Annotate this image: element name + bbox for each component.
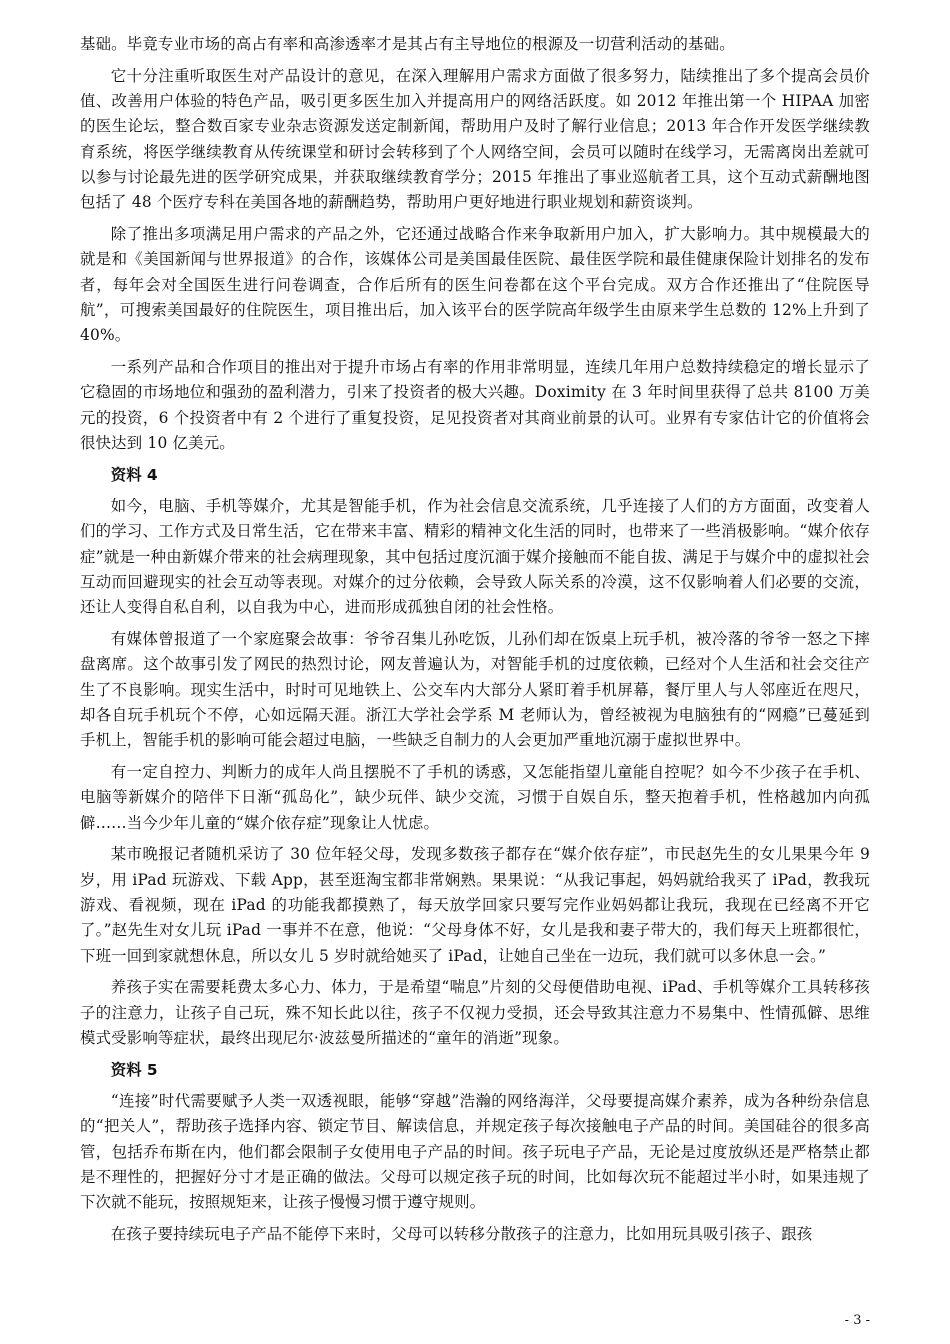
section-heading-material-5: 资料 5 bbox=[110, 1060, 158, 1079]
section-heading-material-4: 资料 4 bbox=[110, 465, 158, 484]
document-page bbox=[80, 32, 870, 1254]
paragraph: 有媒体曾报道了一个家庭聚会故事：爷爷召集儿孙吃饭，儿孙们却在饭桌上玩手机，被冷落的爷爷一怒之下摔盘离席。这个故事引发了网民的热烈讨论，网友普遍认为，对智能手机的过度依赖，已经对个人生活和社会交往产生了不良影响。现实生活中，时时可见地铁上、公交车内大部分人紧盯着手机屏幕，餐厅里人与人邻座近在咫尺，却各自玩手机玩个不停，心如远隔天涯。浙江大学社会学系 M 老师认为，曾经被视为电脑独有的“网瘾”已蔓延到手机上，智能手机的影响可能会超过电脑，一些缺乏自制力的人会更加严重地沉溺于虚拟世界中。 bbox=[80, 630, 870, 750]
paragraph: 一系列产品和合作项目的推出对于提升市场占有率的作用非常明显，连续几年用户总数持续稳定的增长显示了它稳固的市场地位和强劲的盈利潜力，引来了投资者的极大兴趣。Doximity 在 3 年时间里获得了总共 8100 万美元的投资，6 个投资者中有 2 个进行了重复投资，足见投资者对其商业前景的认可。业界有专家估计它的价值将会很快达到 10 亿美元。 bbox=[80, 358, 870, 452]
paragraph: 养孩子实在需要耗费太多心力、体力，于是希望“喘息”片刻的父母便借助电视、iPad、手机等媒介工具转移孩子的注意力，让孩子自己玩，殊不知长此以往，孩子不仅视力受损，还会导致其注意力不易集中、性情孤僻、思维模式受影响等症状，最终出现尼尔·波兹曼所描述的“童年的消逝”现象。 bbox=[80, 978, 870, 1047]
paragraph: 某市晚报记者随机采访了 30 位年轻父母，发现多数孩子都存在“媒介依存症”，市民赵先生的女儿果果今年 9 岁，用 iPad 玩游戏、下载 App，甚至逛淘宝都非常娴熟。果果说：“从我记事起，妈妈就给我买了 iPad，教我玩游戏、看视频，现在 iPad 的功能我都摸熟了，每天放学回家只要写完作业妈妈都让我玩，我现在已经离不开它了。”赵先生对女儿玩 iPad 一事并不在意，他说：“父母身体不好，女儿是我和妻子带大的，我们每天上班都很忙，下班一回到家就想休息，所以女儿 5 岁时就给她买了 iPad，让她自己坐在一边玩，我们就可以多休息一会。” bbox=[80, 845, 870, 965]
paragraph: 如今，电脑、手机等媒介，尤其是智能手机，作为社会信息交流系统，几乎连接了人们的方方面面，改变着人们的学习、工作方式及日常生活，它在带来丰富、精彩的精神文化生活的同时，也带来了一些消极影响。“媒介依存症”就是一种由新媒介带来的社会病理现象，其中包括过度沉湎于媒介接触而不能自拔、满足于与媒介中的虚拟社会互动而回避现实的社会互动等表现。对媒介的过分依赖，会导致人际关系的冷漠，这不仅影响着人们必要的交流，还让人变得自私自利，以自我为中心，进而形成孤独自闭的社会性格。 bbox=[80, 497, 870, 617]
paragraph: 有一定自控力、判断力的成年人尚且摆脱不了手机的诱惑，又怎能指望儿童能自控呢？如今不少孩子在手机、电脑等新媒介的陪伴下日渐“孤岛化”，缺少玩伴、缺少交流，习惯于自娱自乐，整天抱着手机，性格越加内向孤僻……当今少年儿童的“媒介依存症”现象让人忧虑。 bbox=[80, 763, 870, 832]
paragraph: “连接”时代需要赋予人类一双透视眼，能够“穿越”浩瀚的网络海洋，父母要提高媒介素养，成为各种纷杂信息的“把关人”，帮助孩子选择内容、锁定节目、解读信息，并规定孩子每次接触电子产品的时间。美国硅谷的很多高管，包括乔布斯在内，他们都会限制子女使用电子产品的时间。孩子玩电子产品，无论是过度放纵还是严格禁止都是不理性的，把握好分寸才是正确的做法。父母可以规定孩子玩的时间，比如每次玩不能超过半小时，如果违规了下次就不能玩，按照规矩来，让孩子慢慢习惯于遵守规则。 bbox=[80, 1092, 870, 1212]
page-number: - 3 - bbox=[844, 1313, 870, 1328]
paragraph: 在孩子要持续玩电子产品不能停下来时，父母可以转移分散孩子的注意力，比如用玩具吸引孩子、跟孩 bbox=[110, 1225, 813, 1244]
paragraph: 除了推出多项满足用户需求的产品之外，它还通过战略合作来争取新用户加入，扩大影响力。其中规模最大的就是和《美国新闻与世界报道》的合作，该媒体公司是美国最佳医院、最佳医学院和最佳健康保险计划排名的发布者，每年会对全国医生进行问卷调查，合作后所有的医生问卷都在这个平台完成。双方合作还推出了“住院医导航”，可搜索美国最好的住院医生，项目推出后，加入该平台的医学院高年级学生由原来学生总数的 12%上升到了 40%。 bbox=[80, 225, 870, 345]
paragraph-continued: 基础。毕竟专业市场的高占有率和高渗透率才是其占有主导地位的根源及一切营利活动的基础。 bbox=[80, 35, 735, 53]
paragraph: 它十分注重听取医生对产品设计的意见，在深入理解用户需求方面做了很多努力，陆续推出了多个提高会员价值、改善用户体验的特色产品，吸引更多医生加入并提高用户的网络活跃度。如 2012 年推出第一个 HIPAA 加密的医生论坛，整合数百家专业杂志资源发送定制新闻，帮助用户及时了解行业信息；2013 年合作开发医学继续教育系统，将医学继续教育从传统课堂和研讨会转移到了个人网络空间，会员可以随时在线学习，无需离岗出差就可以参与讨论最先进的医学研究成果，并获取继续教育学分；2015 年推出了事业巡航者工具，这个互动式薪酬地图包括了 48 个医疗专科在美国各地的薪酬趋势，帮助用户更好地进行职业规划和薪资谈判。 bbox=[80, 66, 870, 212]
